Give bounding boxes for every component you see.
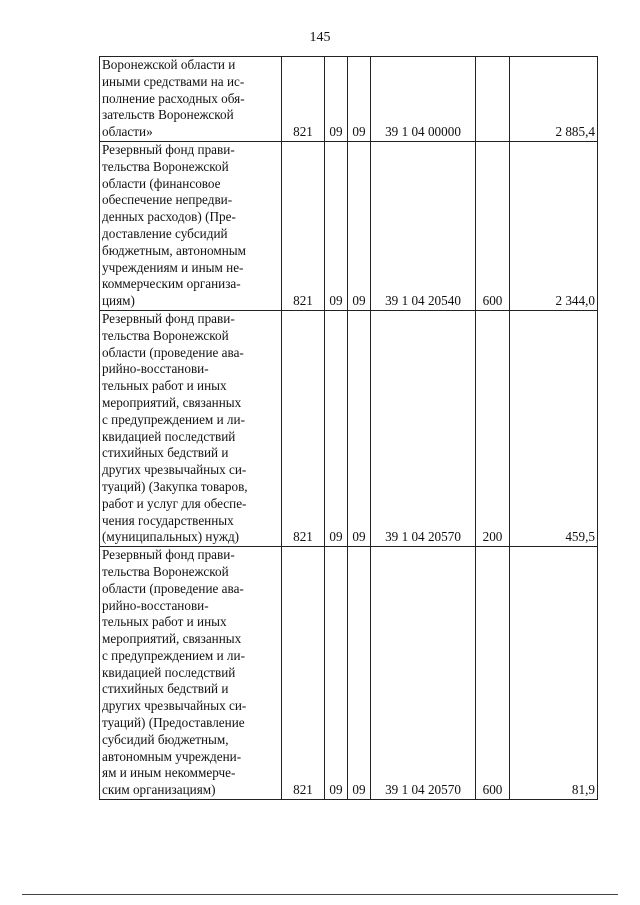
- cell-gr: 821: [282, 310, 325, 546]
- name-line: циям): [102, 293, 135, 309]
- cell-name: [100, 57, 282, 142]
- name-line: коммерческим организа-: [102, 276, 241, 292]
- name-line: с предупреждением и ли-: [102, 647, 245, 663]
- cell-name: [100, 141, 282, 310]
- name-line: обеспечение непредви-: [102, 192, 233, 208]
- cell-pr: 09: [348, 310, 371, 546]
- name-line: квидацией последствий: [102, 428, 236, 444]
- cell-rz: 09: [325, 310, 348, 546]
- name-line: Резервный фонд прави-: [102, 310, 235, 326]
- name-line: субсидий бюджетным,: [102, 731, 229, 747]
- name-line: тельства Воронежской: [102, 327, 229, 343]
- cell-rz: 09: [325, 57, 348, 142]
- cell-sum: 2 344,0: [510, 141, 598, 310]
- cell-gr: 821: [282, 547, 325, 800]
- page-number: 145: [309, 30, 331, 45]
- cell-csr: 39 1 04 20570: [371, 310, 476, 546]
- name-line: учреждениям и иным не-: [102, 259, 244, 275]
- name-line: с предупреждением и ли-: [102, 411, 245, 427]
- name-line: стихийных бедствий и: [102, 681, 229, 697]
- name-line: области»: [102, 124, 153, 140]
- name-line: чения государственных: [102, 512, 234, 528]
- name-line: работ и услуг для обеспе-: [102, 495, 247, 511]
- name-line: области (проведение ава-: [102, 580, 244, 596]
- name-line: туаций) (Закупка товаров,: [102, 478, 248, 494]
- name-line: (муниципальных) нужд): [102, 529, 240, 545]
- cell-pr: 09: [348, 141, 371, 310]
- cell-rz: 09: [325, 141, 348, 310]
- name-line: денных расходов) (Пре-: [102, 209, 236, 225]
- name-line: мероприятий, связанных: [102, 394, 242, 410]
- name-line: бюджетным, автономным: [102, 242, 246, 258]
- cell-gr: 821: [282, 141, 325, 310]
- name-line: тельных работ и иных: [102, 614, 227, 630]
- name-line: области (финансовое: [102, 175, 221, 191]
- name-line: тельства Воронежской: [102, 158, 229, 174]
- name-line: рийно-восстанови-: [102, 597, 209, 613]
- name-line: доставление субсидий: [102, 225, 228, 241]
- name-line: ям и иным некоммерче-: [102, 765, 236, 781]
- cell-name: [100, 547, 282, 800]
- cell-sum: 81,9: [510, 547, 598, 800]
- name-line: стихийных бедствий и: [102, 445, 229, 461]
- name-line: туаций) (Предоставление: [102, 715, 245, 731]
- name-line: тельства Воронежской: [102, 563, 229, 579]
- budget-table-body: [100, 57, 598, 800]
- budget-table: [99, 56, 598, 800]
- cell-pr: 09: [348, 57, 371, 142]
- table-row: [100, 547, 598, 800]
- table-row: [100, 57, 598, 142]
- name-line: ским организациям): [102, 782, 216, 798]
- table-row: [100, 141, 598, 310]
- footer-rule: [22, 894, 618, 895]
- cell-rz: 09: [325, 547, 348, 800]
- name-line: области (проведение ава-: [102, 344, 244, 360]
- name-line: Резервный фонд прави-: [102, 547, 235, 563]
- cell-vr: 200: [476, 310, 510, 546]
- name-line: полнение расходных обя-: [102, 90, 245, 106]
- cell-csr: 39 1 04 00000: [371, 57, 476, 142]
- name-line: других чрезвычайных си-: [102, 698, 247, 714]
- cell-csr: 39 1 04 20570: [371, 547, 476, 800]
- cell-sum: 459,5: [510, 310, 598, 546]
- name-line: автономным учреждени-: [102, 748, 242, 764]
- cell-name: [100, 310, 282, 546]
- cell-vr: [476, 57, 510, 142]
- cell-vr: 600: [476, 547, 510, 800]
- name-line: других чрезвычайных си-: [102, 462, 247, 478]
- name-line: Резервный фонд прави-: [102, 141, 235, 157]
- name-line: тельных работ и иных: [102, 378, 227, 394]
- name-line: иными средствами на ис-: [102, 73, 245, 89]
- name-line: рийно-восстанови-: [102, 361, 209, 377]
- name-line: зательств Воронежской: [102, 107, 234, 123]
- cell-csr: 39 1 04 20540: [371, 141, 476, 310]
- cell-vr: 600: [476, 141, 510, 310]
- name-line: мероприятий, связанных: [102, 631, 242, 647]
- cell-gr: 821: [282, 57, 325, 142]
- table-row: [100, 310, 598, 546]
- cell-sum: 2 885,4: [510, 57, 598, 142]
- name-line: квидацией последствий: [102, 664, 236, 680]
- cell-pr: 09: [348, 547, 371, 800]
- name-line: Воронежской области и: [102, 57, 236, 72]
